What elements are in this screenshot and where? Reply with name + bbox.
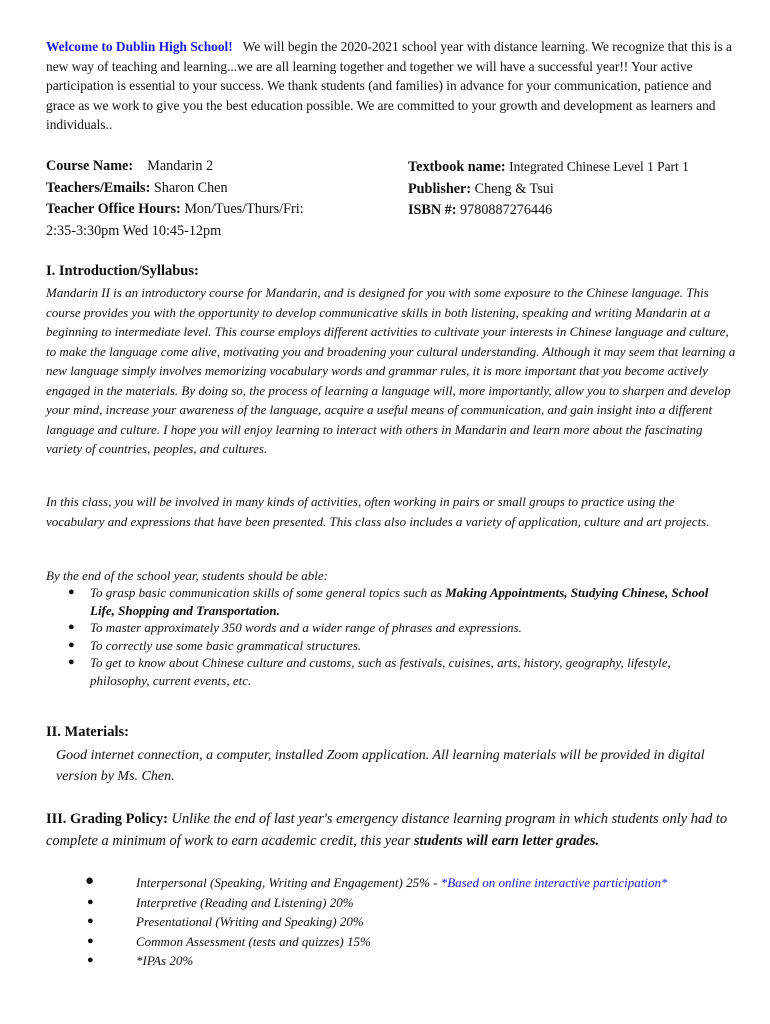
goal-3: To correctly use some basic grammatical structures.: [90, 637, 362, 653]
publisher-label: Publisher:: [408, 180, 472, 197]
course-name-label: Course Name:: [46, 158, 134, 174]
list-item: ● *IPAs 20%: [87, 953, 194, 968]
welcome-body: We will begin the 2020-2021 school year with distance learning. We recognize that this is a new way of teaching and learning...we are all learning together and together we will have a successful year!! Your active participation is essential to your success. We thank students (and families) in advance for your communication, patience and grace as we work to give you the best education possible. We are committed to your growth and development as learners and individuals..: [46, 39, 732, 132]
publisher-name: Cheng & Tsui: [474, 180, 554, 197]
grade-item-2: Interpretive (Reading and Listening) 20%: [136, 894, 354, 910]
intro-paragraph-1: Mandarin II is an introductory course for Mandarin, and is designed for you with some exposure to the Chinese language. This course provides you with the opportunity to develop communicative skills in both listening, speaking and writing Mandarin at a beginning to intermediate level. This course employs different activities to cultivate your interests in Chinese language and culture, to make the language come alive, motivating you and broadening your cultural understanding. Although it may seem that learning a new language simply involves memorizing vocabulary words and grammar rules, it is more important that you become actively engaged in the materials. By doing so, the process of learning a language will, more importantly, allow you to sharpen and develop your mind, increase your awareness of the language, acquire a useful means of communication, and gain insight into a different language and culture. I hope you will enjoy learning to interact with others in Mandarin and learn more about the fascinating variety of countries, peoples, and cultures.: [46, 285, 736, 456]
office-hours-days: Mon/Tues/Thurs/Fri:: [184, 201, 304, 217]
list-item: ● Common Assessment (tests and quizzes) 15%: [87, 933, 371, 949]
course-info-right: [408, 156, 748, 222]
teachers-label: Teachers/Emails:: [46, 179, 151, 196]
textbook-label: Textbook name:: [408, 159, 506, 175]
goal-4: To get to know about Chinese culture and customs, such as festivals, cuisines, arts, history, geography, lifestyle, philosophy, current events, etc.: [90, 655, 671, 688]
welcome-title: Welcome to Dublin High School!: [46, 39, 233, 54]
materials-heading: II. Materials:: [46, 724, 129, 740]
grade-item-1: Interpersonal (Speaking, Writing and Engagement) 25% -: [136, 875, 441, 890]
list-item: ● To grasp basic communication skills of some general topics such as Making Appointments, Studying Chinese, School Life, Shopping and Transportation.: [68, 585, 709, 618]
intro-heading: I. Introduction/Syllabus:: [46, 263, 199, 279]
grading-bold-text: students will earn letter grades.: [413, 832, 600, 849]
textbook-name: Integrated Chinese Level 1 Part 1: [509, 159, 689, 174]
list-item: ● To correctly use some basic grammatical structures.: [68, 637, 362, 653]
grade-item-1-note: *Based on online interactive participation*: [440, 875, 668, 890]
goal-2: To master approximately 350 words and a wider range of phrases and expressions.: [90, 620, 522, 635]
list-item: ● Presentational (Writing and Speaking) 20%: [87, 914, 364, 929]
isbn-value: 9780887276446: [460, 202, 553, 218]
goal-1-prefix: To grasp basic communication skills of some general topics such as: [90, 585, 446, 600]
list-item: ● Interpretive (Reading and Listening) 20%: [87, 894, 354, 910]
course-info-left: [46, 156, 376, 242]
grading-text: Unlike the end of last year's emergency distance learning program in which students only had to complete a minimum of work to earn academic credit, this year: [46, 811, 728, 849]
grade-item-5: *IPAs 20%: [136, 953, 194, 968]
intro-paragraph-2: In this class, you will be involved in many kinds of activities, often working in pairs or small groups to practice using the vocabulary and expressions that have been presented. This class also includes a variety of application, culture and art projects.: [46, 494, 710, 529]
list-item: ● Interpersonal (Speaking, Writing and Engagement) 25% - *Based on online interactive participation*: [85, 873, 668, 890]
grading-paragraph: [46, 809, 736, 852]
list-item: ● To master approximately 350 words and a wider range of phrases and expressions.: [68, 620, 522, 635]
teacher-name: Sharon Chen: [153, 179, 228, 196]
goals-list: [66, 584, 726, 689]
welcome-paragraph: [46, 37, 736, 135]
list-item: ● To get to know about Chinese culture and customs, such as festivals, cuisines, arts, history, geography, lifestyle, philosophy, current events, etc.: [68, 655, 671, 688]
course-name: Mandarin 2: [147, 158, 214, 174]
office-hours-times: 2:35-3:30pm Wed 10:45-12pm: [46, 222, 222, 239]
isbn-label: ISBN #:: [408, 202, 457, 218]
goal-1-topics: Making Appointments, Studying Chinese, School Life, Shopping and Transportation.: [90, 585, 709, 618]
grading-list: [84, 873, 734, 971]
grading-heading: III. Grading Policy:: [46, 811, 168, 827]
goals-intro: By the end of the school year, students should be able:: [46, 568, 328, 583]
materials-text: Good internet connection, a computer, installed Zoom application. All learning materials will be provided in digital version by Ms. Chen.: [56, 748, 705, 784]
grade-item-4: Common Assessment (tests and quizzes) 15%: [136, 933, 371, 949]
office-hours-label: Teacher Office Hours:: [46, 201, 181, 217]
grade-item-3: Presentational (Writing and Speaking) 20%: [136, 914, 364, 929]
